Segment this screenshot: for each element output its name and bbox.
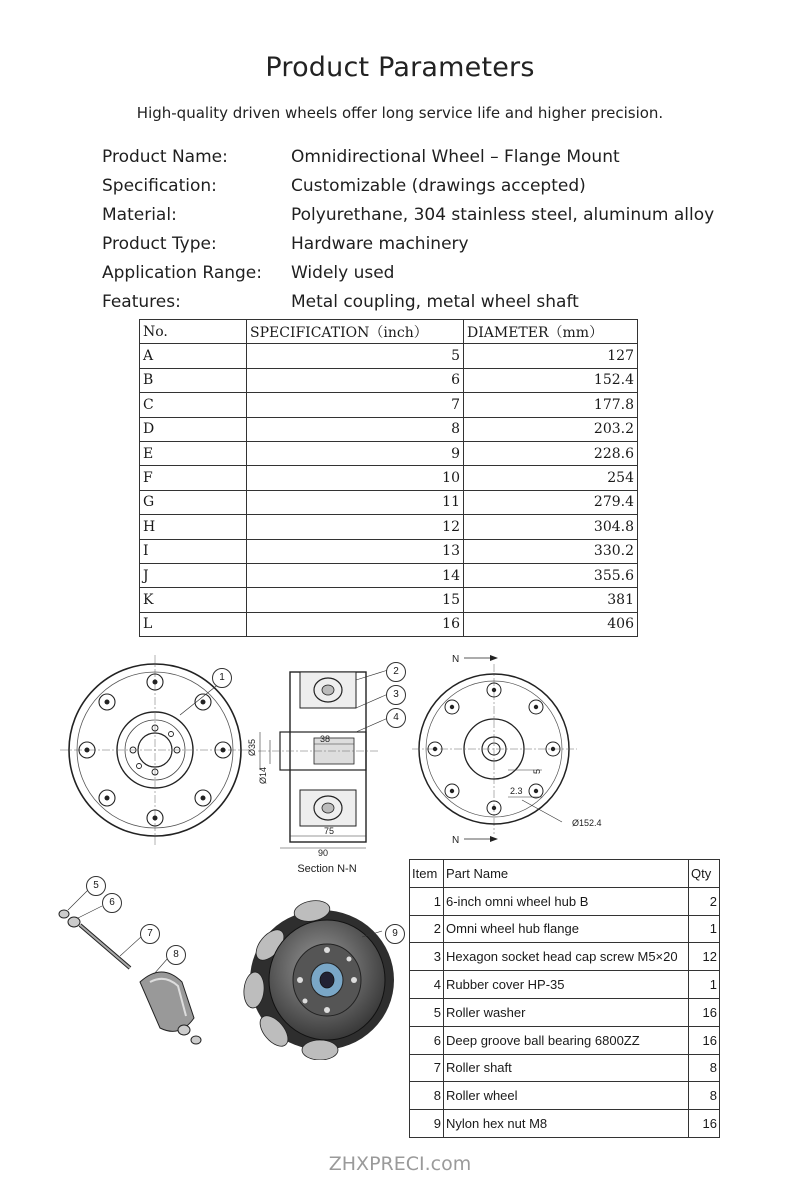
dimension-d35: Ø35 bbox=[247, 738, 257, 756]
table-row bbox=[140, 612, 638, 636]
part-item-cell: 2 bbox=[410, 915, 444, 943]
column-header: DIAMETER（mm） bbox=[464, 320, 638, 344]
table-row bbox=[410, 971, 720, 999]
spec-inch-cell: 7 bbox=[247, 393, 464, 417]
callout-6: 6 bbox=[102, 893, 122, 913]
part-qty-cell: 2 bbox=[689, 887, 720, 915]
part-qty-cell: 1 bbox=[689, 971, 720, 999]
spec-diameter-cell: 279.4 bbox=[464, 490, 638, 514]
table-row bbox=[140, 539, 638, 563]
parts-table-body bbox=[410, 887, 720, 1137]
param-label: Material: bbox=[102, 204, 177, 225]
table-row bbox=[410, 1054, 720, 1082]
spec-no-cell: A bbox=[140, 344, 247, 368]
table-row bbox=[140, 588, 638, 612]
part-qty-cell: 16 bbox=[689, 1026, 720, 1054]
section-marker-top: N bbox=[452, 654, 460, 665]
spec-inch-cell: 8 bbox=[247, 417, 464, 441]
spec-inch-cell: 9 bbox=[247, 441, 464, 465]
param-value: Widely used bbox=[291, 262, 395, 283]
table-row bbox=[410, 1110, 720, 1138]
spec-diameter-cell: 406 bbox=[464, 612, 638, 636]
part-name-cell: Hexagon socket head cap screw M5×20 bbox=[444, 943, 689, 971]
param-value: Customizable (drawings accepted) bbox=[291, 175, 586, 196]
param-label: Specification: bbox=[102, 175, 217, 196]
wheel-rear-view-drawing bbox=[412, 650, 617, 855]
callout-2: 2 bbox=[386, 662, 406, 682]
roller-exploded-drawing bbox=[50, 870, 220, 1060]
part-qty-cell: 8 bbox=[689, 1054, 720, 1082]
param-value: Metal coupling, metal wheel shaft bbox=[291, 291, 579, 312]
table-row bbox=[410, 1082, 720, 1110]
spec-no-cell: C bbox=[140, 393, 247, 417]
omni-wheel-render bbox=[232, 895, 402, 1060]
table-row bbox=[410, 943, 720, 971]
table-row bbox=[140, 563, 638, 587]
dimension-38: 38 bbox=[320, 734, 331, 744]
table-row bbox=[140, 466, 638, 490]
param-label: Product Name: bbox=[102, 146, 228, 167]
param-label: Product Type: bbox=[102, 233, 217, 254]
part-name-cell: Roller shaft bbox=[444, 1054, 689, 1082]
part-qty-cell: 8 bbox=[689, 1082, 720, 1110]
spec-no-cell: G bbox=[140, 490, 247, 514]
spec-no-cell: K bbox=[140, 588, 247, 612]
column-header: Part Name bbox=[444, 860, 689, 888]
param-value: Hardware machinery bbox=[291, 233, 469, 254]
table-row bbox=[140, 393, 638, 417]
callout-8: 8 bbox=[166, 945, 186, 965]
spec-no-cell: I bbox=[140, 539, 247, 563]
param-row bbox=[102, 200, 742, 229]
part-name-cell: Rubber cover HP-35 bbox=[444, 971, 689, 999]
spec-no-cell: B bbox=[140, 368, 247, 392]
spec-diameter-cell: 254 bbox=[464, 466, 638, 490]
spec-diameter-cell: 203.2 bbox=[464, 417, 638, 441]
part-qty-cell: 16 bbox=[689, 998, 720, 1026]
page-subtitle: High-quality driven wheels offer long service life and higher precision. bbox=[136, 104, 664, 122]
spec-inch-cell: 13 bbox=[247, 539, 464, 563]
part-item-cell: 9 bbox=[410, 1110, 444, 1138]
table-row bbox=[140, 515, 638, 539]
part-qty-cell: 16 bbox=[689, 1110, 720, 1138]
param-row bbox=[102, 258, 742, 287]
param-value: Omnidirectional Wheel – Flange Mount bbox=[291, 146, 620, 167]
wheel-front-view-drawing bbox=[60, 655, 260, 855]
spec-diameter-cell: 304.8 bbox=[464, 515, 638, 539]
part-qty-cell: 1 bbox=[689, 915, 720, 943]
section-label: Section N-N bbox=[297, 863, 357, 875]
spec-no-cell: D bbox=[140, 417, 247, 441]
param-label: Application Range: bbox=[102, 262, 262, 283]
table-row bbox=[140, 441, 638, 465]
table-row bbox=[140, 368, 638, 392]
spec-inch-cell: 16 bbox=[247, 612, 464, 636]
part-item-cell: 5 bbox=[410, 998, 444, 1026]
spec-no-cell: E bbox=[140, 441, 247, 465]
callout-3: 3 bbox=[386, 685, 406, 705]
spec-no-cell: J bbox=[140, 563, 247, 587]
dimension-5: 5 bbox=[532, 768, 542, 774]
callout-1: 1 bbox=[212, 668, 232, 688]
param-label: Features: bbox=[102, 291, 181, 312]
page-title: Product Parameters bbox=[265, 52, 535, 83]
spec-no-cell: F bbox=[140, 466, 247, 490]
spec-diameter-cell: 330.2 bbox=[464, 539, 638, 563]
dimension-90: 90 bbox=[318, 848, 329, 858]
part-item-cell: 6 bbox=[410, 1026, 444, 1054]
wheel-section-view-drawing bbox=[238, 660, 398, 860]
part-item-cell: 1 bbox=[410, 887, 444, 915]
part-item-cell: 7 bbox=[410, 1054, 444, 1082]
table-row bbox=[140, 417, 638, 441]
table-row bbox=[410, 915, 720, 943]
column-header: SPECIFICATION（inch） bbox=[247, 320, 464, 344]
part-name-cell: Nylon hex nut M8 bbox=[444, 1110, 689, 1138]
part-name-cell: Roller washer bbox=[444, 998, 689, 1026]
part-item-cell: 3 bbox=[410, 943, 444, 971]
part-item-cell: 8 bbox=[410, 1082, 444, 1110]
dimension-d14: Ø14 bbox=[258, 766, 268, 784]
spec-inch-cell: 6 bbox=[247, 368, 464, 392]
spec-diameter-cell: 127 bbox=[464, 344, 638, 368]
dimension-2-3: 2.3 bbox=[510, 786, 523, 796]
footer-brand: ZHXPRECI.com bbox=[328, 1153, 472, 1175]
part-qty-cell: 12 bbox=[689, 943, 720, 971]
part-name-cell: Omni wheel hub flange bbox=[444, 915, 689, 943]
specification-table-body bbox=[140, 344, 638, 637]
callout-4: 4 bbox=[386, 708, 406, 728]
spec-inch-cell: 10 bbox=[247, 466, 464, 490]
spec-diameter-cell: 355.6 bbox=[464, 563, 638, 587]
column-header: Qty bbox=[689, 860, 720, 888]
param-value: Polyurethane, 304 stainless steel, aluminum alloy bbox=[291, 204, 715, 225]
param-row bbox=[102, 229, 742, 258]
callout-9: 9 bbox=[385, 924, 405, 944]
part-name-cell: Deep groove ball bearing 6800ZZ bbox=[444, 1026, 689, 1054]
table-header-row bbox=[140, 320, 638, 344]
dimension-75: 75 bbox=[324, 826, 335, 836]
part-name-cell: Roller wheel bbox=[444, 1082, 689, 1110]
spec-no-cell: L bbox=[140, 612, 247, 636]
section-marker-bottom: N bbox=[452, 835, 460, 846]
spec-inch-cell: 11 bbox=[247, 490, 464, 514]
part-name-cell: 6-inch omni wheel hub B bbox=[444, 887, 689, 915]
spec-inch-cell: 15 bbox=[247, 588, 464, 612]
table-row bbox=[410, 1026, 720, 1054]
specification-table bbox=[139, 319, 638, 637]
spec-inch-cell: 5 bbox=[247, 344, 464, 368]
callout-5: 5 bbox=[86, 876, 106, 896]
parts-table bbox=[409, 859, 720, 1138]
spec-diameter-cell: 177.8 bbox=[464, 393, 638, 417]
table-row bbox=[140, 490, 638, 514]
spec-inch-cell: 14 bbox=[247, 563, 464, 587]
table-header-row bbox=[410, 860, 720, 888]
table-row bbox=[140, 344, 638, 368]
param-row bbox=[102, 171, 742, 200]
spec-diameter-cell: 228.6 bbox=[464, 441, 638, 465]
column-header: No. bbox=[140, 320, 247, 344]
spec-no-cell: H bbox=[140, 515, 247, 539]
parameter-list bbox=[102, 142, 742, 316]
table-row bbox=[410, 887, 720, 915]
spec-diameter-cell: 381 bbox=[464, 588, 638, 612]
dimension-d152-4: Ø152.4 bbox=[572, 818, 602, 828]
part-item-cell: 4 bbox=[410, 971, 444, 999]
spec-inch-cell: 12 bbox=[247, 515, 464, 539]
param-row bbox=[102, 287, 742, 316]
table-row bbox=[410, 998, 720, 1026]
param-row bbox=[102, 142, 742, 171]
callout-7: 7 bbox=[140, 924, 160, 944]
spec-diameter-cell: 152.4 bbox=[464, 368, 638, 392]
column-header: Item bbox=[410, 860, 444, 888]
